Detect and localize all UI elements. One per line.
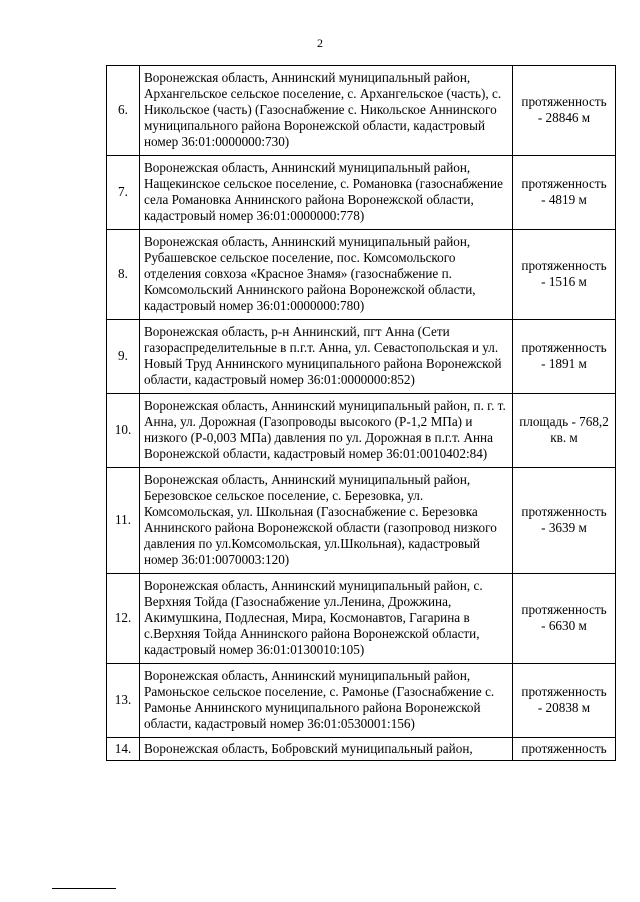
row-description: Воронежская область, Аннинский муниципальный район, Березовское сельское поселение, с. Березовка, ул. Комсомольская, ул. Школьная (Газоснабжение с. Березовка Аннинского района Воронежской области (газопровод низкого давления по ул.Комсомольская, ул.Школьная), кадастровый номер 36:01:0070003:120)	[140, 468, 513, 574]
row-number: 12.	[107, 574, 140, 664]
table-row	[107, 230, 616, 320]
row-number: 14.	[107, 738, 140, 761]
row-description: Воронежская область, Аннинский муниципальный район, Нащекинское сельское поселение, с. Романовка (газоснабжение села Романовка Аннинского района Воронежской области, кадастровый номер 36:01:0000000:778)	[140, 156, 513, 230]
row-size-label: площадь - 768,2	[519, 414, 609, 429]
row-size	[513, 66, 616, 156]
row-number: 7.	[107, 156, 140, 230]
row-size	[513, 738, 616, 761]
row-size-value: - 6630 м	[541, 618, 587, 633]
table-row	[107, 320, 616, 394]
row-size	[513, 664, 616, 738]
row-size	[513, 230, 616, 320]
row-size-label: протяженность	[521, 176, 607, 191]
row-size	[513, 468, 616, 574]
row-size-label: протяженность	[521, 741, 607, 756]
property-table	[106, 65, 616, 761]
row-description: Воронежская область, Аннинский муниципальный район, п. г. т. Анна, ул. Дорожная (Газопроводы высокого (Р-1,2 МПа) и низкого (Р-0,003 МПа) давления по ул. Дорожная в п.г.т. Анна Воронежской области, кадастровый номер 36:01:0010402:84)	[140, 394, 513, 468]
row-size	[513, 156, 616, 230]
row-description: Воронежская область, Бобровский муниципальный район,	[140, 738, 513, 761]
row-description: Воронежская область, Аннинский муниципальный район, Архангельское сельское поселение, с. Архангельское (часть), с. Никольское (часть) (Газоснабжение с. Никольское Аннинского муниципального района Воронежской области, кадастровый номер 36:01:0000000:730)	[140, 66, 513, 156]
table-row	[107, 66, 616, 156]
row-number: 6.	[107, 66, 140, 156]
row-size-label: протяженность	[521, 684, 607, 699]
row-size	[513, 394, 616, 468]
table-row	[107, 738, 616, 761]
row-size	[513, 574, 616, 664]
row-number: 9.	[107, 320, 140, 394]
row-number: 8.	[107, 230, 140, 320]
row-size-label: протяженность	[521, 504, 607, 519]
row-description: Воронежская область, Аннинский муниципальный район, Рубашевское сельское поселение, пос. Комсомольского отделения совхоза «Красное Знамя» (газоснабжение п. Комсомольский Аннинского района Воронежской области, кадастровый номер 36:01:0000000:780)	[140, 230, 513, 320]
row-size-label: протяженность	[521, 94, 607, 109]
row-size-value: - 28846 м	[537, 110, 591, 125]
row-size-label: протяженность	[521, 340, 607, 355]
footnote-separator	[52, 888, 116, 889]
row-size-value: кв. м	[550, 430, 578, 445]
row-size-value: - 20838 м	[537, 700, 591, 715]
row-size-label: протяженность	[521, 258, 607, 273]
row-size-value: - 1516 м	[541, 274, 587, 289]
row-size-value: - 1891 м	[541, 356, 587, 371]
row-description: Воронежская область, Аннинский муниципальный район, с. Верхняя Тойда (Газоснабжение ул.Ленина, Дрожжина, Акимушкина, Подлесная, Мира, Космонавтов, Гагарина в с.Верхняя Тойда Аннинского района Воронежской области, кадастровый номер 36:01:0130010:105)	[140, 574, 513, 664]
page-number: 2	[317, 36, 323, 50]
row-description: Воронежская область, Аннинский муниципальный район, Рамоньское сельское поселение, с. Рамонье (Газоснабжение с. Рамонье Аннинского муниципального района Воронежской области, кадастровый номер 36:01:0530001:156)	[140, 664, 513, 738]
row-size-value: - 3639 м	[541, 520, 587, 535]
table-row	[107, 394, 616, 468]
row-description: Воронежская область, р-н Аннинский, пгт Анна (Сети газораспределительные в п.г.т. Анна, ул. Севастопольская и ул. Новый Труд Аннинского муниципального района Воронежской области, кадастровый номер 36:01:0000000:852)	[140, 320, 513, 394]
row-size-label: протяженность	[521, 602, 607, 617]
table-row	[107, 156, 616, 230]
row-number: 10.	[107, 394, 140, 468]
table-row	[107, 468, 616, 574]
row-size-value: - 4819 м	[541, 192, 587, 207]
row-number: 13.	[107, 664, 140, 738]
row-number: 11.	[107, 468, 140, 574]
table-row	[107, 664, 616, 738]
table-row	[107, 574, 616, 664]
row-size	[513, 320, 616, 394]
